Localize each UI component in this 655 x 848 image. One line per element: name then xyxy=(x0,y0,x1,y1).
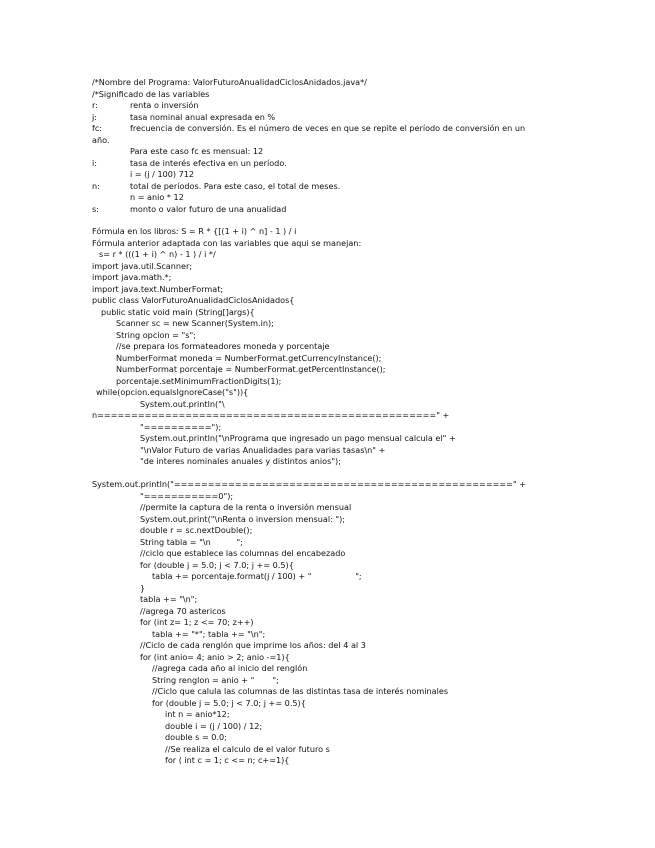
code-line: String tabla = "\n "; xyxy=(140,536,243,547)
code-line: tabla += porcentaje.format(j / 100) + " "; xyxy=(152,571,362,581)
code-line: System.out.println("\nPrograma que ingresado un pago mensual calcula el" + xyxy=(140,433,456,443)
code-line: NumberFormat porcentaje = NumberFormat.getPercentInstance(); xyxy=(116,364,386,374)
variable-term: s: xyxy=(92,203,99,214)
code-line: for (double j = 5.0; j < 7.0; j += 0.5){ xyxy=(140,559,294,570)
code-line: n==================================================" + xyxy=(92,410,450,420)
code-line: } xyxy=(140,582,146,593)
variable-term: fc: xyxy=(92,123,103,133)
variable-term: r: xyxy=(92,100,98,110)
variable-description: tasa nominal anual expresada en % xyxy=(130,111,276,122)
code-line: //ciclo que establece las columnas del encabezado xyxy=(140,548,346,558)
code-line: //agrega 70 astericos xyxy=(140,605,226,616)
formula-adapted-heading: Fórmula anterior adaptada con las variables que aqui se manejan: xyxy=(92,237,362,248)
code-line: public class ValorFuturoAnualidadCiclosAnidados{ xyxy=(92,295,295,305)
variable-description: frecuencia de conversión. Es el número de veces en que se repite el período de conversión en un xyxy=(130,123,526,133)
variable-description: monto o valor futuro de una anualidad xyxy=(130,203,287,214)
formula-books: Fórmula en los libros: S = R * {[(1 + i) ^ n] - 1 ) / i xyxy=(92,226,297,236)
description-continuation: año. xyxy=(92,134,110,145)
variable-term: i: xyxy=(92,157,97,168)
code-line: int n = anio*12; xyxy=(165,709,230,719)
code-line: //agrega cada año al inicio del renglón xyxy=(152,663,308,673)
code-line: "===========0"); xyxy=(140,490,234,501)
variable-term: j: xyxy=(92,111,97,122)
code-line: for (int z= 1; z <= 70; z++) xyxy=(140,617,254,627)
program-name-comment: /*Nombre del Programa: ValorFuturoAnualidadCiclosAnidados.java*/ xyxy=(92,77,367,87)
code-line: Scanner sc = new Scanner(System.in); xyxy=(116,318,274,328)
variable-term: n: xyxy=(92,180,100,191)
code-line: String renglon = anio + " "; xyxy=(152,674,279,685)
code-line: NumberFormat moneda = NumberFormat.getCurrencyInstance(); xyxy=(116,352,382,363)
code-line: System.out.println("==================================================" + xyxy=(92,479,527,489)
code-line: double i = (j / 100) / 12; xyxy=(165,720,263,731)
code-line: tabla += "*"; tabla += "\n"; xyxy=(152,628,266,639)
code-line: String opcion = "s"; xyxy=(116,329,196,340)
code-line: tabla += "\n"; xyxy=(140,594,198,604)
code-line: //Se realiza el calculo de el valor futuro s xyxy=(165,743,330,754)
code-line: for (double j = 5.0; j < 7.0; j += 0.5){ xyxy=(152,697,306,708)
code-line: "=========="); xyxy=(140,421,222,432)
code-line: double s = 0.0; xyxy=(165,732,227,742)
code-line: System.out.println("\ xyxy=(140,398,225,409)
code-line: import java.text.NumberFormat; xyxy=(92,283,224,294)
variables-heading: /*Significado de las variables xyxy=(92,88,210,99)
code-line: while(opcion.equalsIgnoreCase("s")){ xyxy=(96,387,249,397)
code-line: System.out.print("\nRenta o inversion mensual: "); xyxy=(140,513,345,524)
code-line: //Ciclo de cada renglón que imprime los años: del 4 al 3 xyxy=(140,640,366,650)
code-line: for (int anio= 4; anio > 2; anio -=1){ xyxy=(140,651,290,662)
code-line: import java.util.Scanner; xyxy=(92,260,193,271)
variable-description: tasa de interés efectiva en un período. xyxy=(130,157,287,168)
description-note: Para este caso fc es mensual: 12 xyxy=(130,146,264,156)
code-line: //Ciclo que calula las columnas de las distintas tasa de interés nominales xyxy=(152,686,449,696)
code-line: //se prepara los formateadores moneda y porcentaje xyxy=(116,341,330,351)
code-line: "\nValor Futuro de varias Anualidades para varias tasas\n" + xyxy=(140,444,386,455)
formula-line: n = anio * 12 xyxy=(130,192,184,202)
code-line: double r = sc.nextDouble(); xyxy=(140,525,253,535)
code-line: for ( int c = 1; c <= n; c+=1){ xyxy=(165,755,290,765)
variable-description: renta o inversión xyxy=(130,100,199,110)
code-line: //permite la captura de la renta o inversión mensual xyxy=(140,502,352,512)
code-line: "de interes nominales anuales y distintos anios"); xyxy=(140,456,341,466)
code-line: import java.math.*; xyxy=(92,272,172,282)
formula-adapted: s= r * (((1 + i) ^ n) - 1 ) / i */ xyxy=(99,249,216,259)
code-line: porcentaje.setMinimumFractionDigits(1); xyxy=(116,375,282,386)
formula-line: i = (j / 100) 712 xyxy=(130,169,195,179)
code-line: public static void main (String[]args){ xyxy=(101,306,255,317)
variable-description: total de períodos. Para este caso, el total de meses. xyxy=(130,180,341,191)
